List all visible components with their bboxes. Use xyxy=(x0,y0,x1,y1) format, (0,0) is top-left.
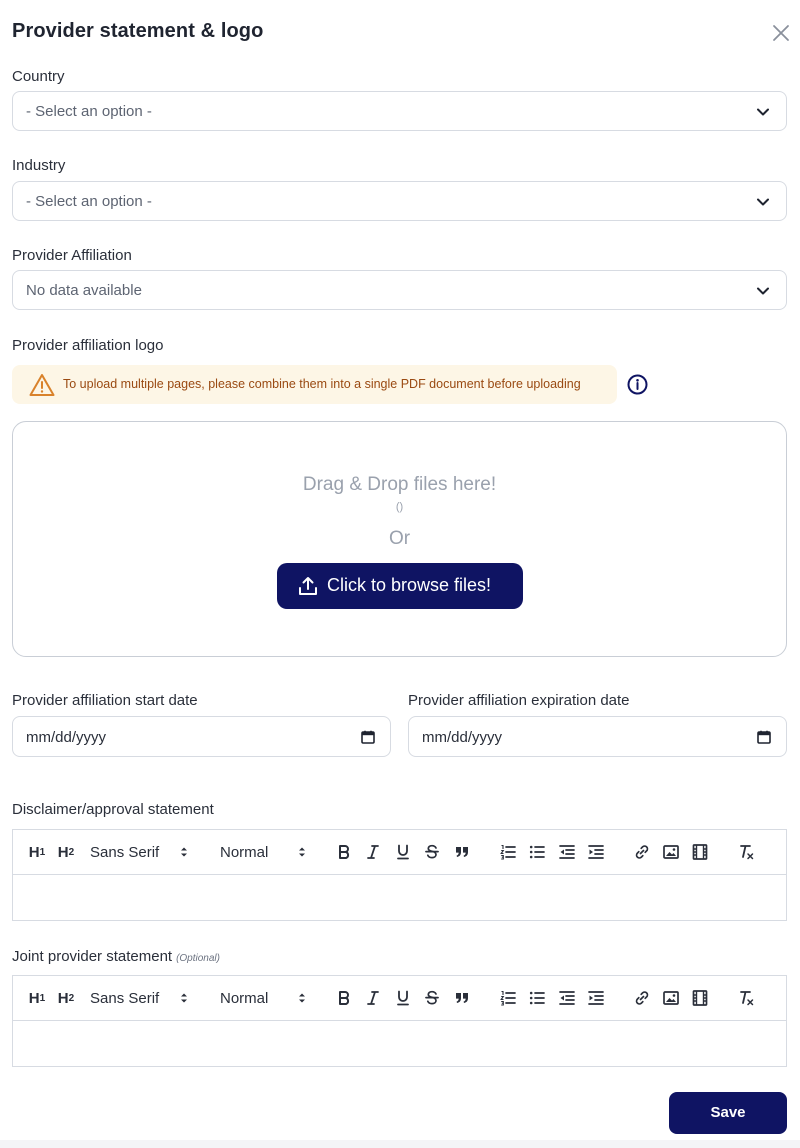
save-button[interactable] xyxy=(669,1092,787,1134)
expiration-date-input[interactable] xyxy=(408,716,787,757)
size-picker-label: Normal xyxy=(220,844,269,861)
italic-icon[interactable] xyxy=(362,841,384,863)
calendar-icon[interactable] xyxy=(757,730,771,744)
industry-select-value: - Select an option - xyxy=(26,193,152,210)
up-down-icon xyxy=(298,846,306,858)
underline-icon[interactable] xyxy=(392,841,414,863)
expiration-date-label: Provider affiliation expiration date xyxy=(408,692,630,709)
heading-2-button[interactable] xyxy=(55,841,77,863)
clear-formatting-icon[interactable] xyxy=(735,841,757,863)
blockquote-icon[interactable] xyxy=(451,987,473,1009)
dropzone-or: Or xyxy=(388,528,411,549)
italic-icon[interactable] xyxy=(362,987,384,1009)
bold-icon[interactable] xyxy=(333,987,355,1009)
ordered-list-icon[interactable] xyxy=(497,987,519,1009)
heading-2-button[interactable] xyxy=(55,987,77,1009)
heading-2-label: H xyxy=(57,989,69,1007)
country-select[interactable] xyxy=(12,91,787,131)
bullet-list-icon[interactable] xyxy=(526,987,548,1009)
up-down-icon xyxy=(180,846,188,858)
calendar-icon[interactable] xyxy=(361,730,375,744)
close-icon[interactable] xyxy=(770,22,792,44)
upload-icon xyxy=(297,575,319,597)
heading-1-label: H xyxy=(28,989,40,1007)
image-icon[interactable] xyxy=(660,841,682,863)
file-dropzone[interactable] xyxy=(12,421,787,657)
underline-icon[interactable] xyxy=(392,987,414,1009)
start-date-input[interactable] xyxy=(12,716,391,757)
modal-title: Provider statement & logo xyxy=(12,20,264,42)
joint-editor[interactable] xyxy=(12,975,787,1067)
font-picker-label: Sans Serif xyxy=(90,990,160,1007)
industry-label: Industry xyxy=(12,157,66,174)
indent-icon[interactable] xyxy=(585,841,607,863)
heading-1-button[interactable] xyxy=(26,987,48,1009)
affiliation-label: Provider Affiliation xyxy=(12,247,132,264)
heading-2-subscript: 2 xyxy=(68,846,75,858)
blockquote-icon[interactable] xyxy=(451,841,473,863)
size-picker[interactable] xyxy=(220,987,312,1009)
clear-formatting-icon[interactable] xyxy=(735,987,757,1009)
country-label: Country xyxy=(12,68,65,85)
link-icon[interactable] xyxy=(631,987,653,1009)
heading-1-subscript: 1 xyxy=(39,992,46,1004)
bottom-divider xyxy=(0,1140,800,1148)
heading-1-label: H xyxy=(28,843,40,861)
heading-1-button[interactable] xyxy=(26,841,48,863)
joint-label-text: Joint provider statement xyxy=(12,948,173,965)
disclaimer-label xyxy=(12,801,214,818)
chevron-down-icon xyxy=(756,105,770,119)
chevron-down-icon xyxy=(756,284,770,298)
start-date-label: Provider affiliation start date xyxy=(12,692,198,709)
font-picker-label: Sans Serif xyxy=(90,844,160,861)
font-picker[interactable] xyxy=(90,987,190,1009)
video-icon[interactable] xyxy=(689,841,711,863)
joint-toolbar xyxy=(13,976,786,1021)
strikethrough-icon[interactable] xyxy=(421,841,443,863)
upload-notice-text: To upload multiple pages, please combine them into a single PDF document before uploading xyxy=(63,377,581,391)
dropzone-title: Drag & Drop files here! xyxy=(302,474,497,495)
browse-files-button[interactable] xyxy=(277,563,523,609)
heading-2-label: H xyxy=(57,843,69,861)
disclaimer-toolbar xyxy=(13,830,786,875)
warning-icon xyxy=(29,373,55,397)
up-down-icon xyxy=(180,992,188,1004)
disclaimer-label-text: Disclaimer/approval statement xyxy=(12,801,214,818)
start-date-placeholder: mm/dd/yyyy xyxy=(26,729,107,746)
heading-1-subscript: 1 xyxy=(39,846,46,858)
video-icon[interactable] xyxy=(689,987,711,1009)
industry-select[interactable] xyxy=(12,181,787,221)
heading-2-subscript: 2 xyxy=(68,992,75,1004)
font-picker[interactable] xyxy=(90,841,190,863)
affiliation-select[interactable] xyxy=(12,270,787,310)
country-select-value: - Select an option - xyxy=(26,103,152,120)
browse-files-label: Click to browse files! xyxy=(327,575,492,595)
up-down-icon xyxy=(298,992,306,1004)
logo-label: Provider affiliation logo xyxy=(12,337,164,354)
chevron-down-icon xyxy=(756,195,770,209)
image-icon[interactable] xyxy=(660,987,682,1009)
size-picker[interactable] xyxy=(220,841,312,863)
indent-icon[interactable] xyxy=(585,987,607,1009)
save-button-label: Save xyxy=(710,1104,746,1121)
outdent-icon[interactable] xyxy=(556,987,578,1009)
disclaimer-editor[interactable] xyxy=(12,829,787,921)
link-icon[interactable] xyxy=(631,841,653,863)
expiration-date-placeholder: mm/dd/yyyy xyxy=(422,729,503,746)
bold-icon[interactable] xyxy=(333,841,355,863)
affiliation-select-value: No data available xyxy=(26,282,142,299)
joint-label xyxy=(12,948,220,965)
bullet-list-icon[interactable] xyxy=(526,841,548,863)
dropzone-subtitle: () xyxy=(395,501,404,513)
disclaimer-editor-body[interactable] xyxy=(13,875,786,921)
outdent-icon[interactable] xyxy=(556,841,578,863)
info-icon[interactable] xyxy=(627,374,648,395)
strikethrough-icon[interactable] xyxy=(421,987,443,1009)
optional-tag: (Optional) xyxy=(176,953,220,964)
ordered-list-icon[interactable] xyxy=(497,841,519,863)
size-picker-label: Normal xyxy=(220,990,269,1007)
joint-editor-body[interactable] xyxy=(13,1021,786,1067)
upload-notice xyxy=(12,365,617,404)
